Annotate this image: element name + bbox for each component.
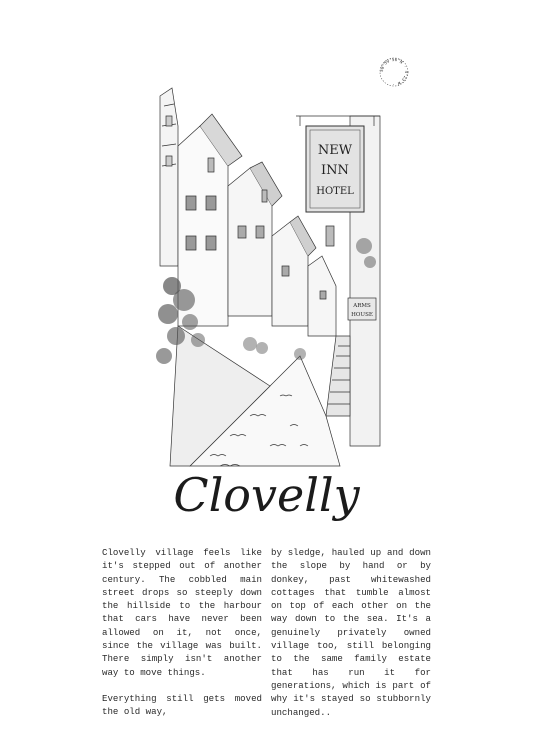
small-sign-line2: HOUSE: [351, 312, 373, 318]
small-sign-line1: ARMS: [353, 303, 371, 309]
page-title: Clovelly: [173, 468, 360, 522]
coordinate-stamp: [378, 56, 410, 88]
sign-line-hotel: HOTEL: [316, 186, 354, 197]
sign-line-new: NEW: [317, 143, 353, 158]
sign-line-inn: INN: [321, 163, 349, 178]
column1-paragraph1: Clovelly village feels like it's stepped out of another century. The cobbled main street drops so steeply down the hillside to the harbour that cars have never been allowed on it, not once, since the village was built. There simply isn't another way to move things.: [102, 547, 262, 678]
svg-text:50°59'56"N · 4°23'W ·: [379, 57, 409, 87]
arms-house-sign: [348, 298, 376, 320]
new-inn-hotel-sign: [306, 126, 364, 212]
text-column-right: [271, 546, 431, 732]
column2-paragraph1: by sledge, hauled up and down the slope by hand or by donkey, past whitewashed cottages that tumble almost on top of each other on the way down to the sea. It's a genuinely privately owned village too, still belonging to the same family estate that has run it for generations, which is part of why it's stayed so stubbornly unchanged..: [271, 547, 431, 718]
text-column-left: [102, 546, 262, 732]
stamp-text: 50°59'56"N · 4°23'W ·: [378, 56, 410, 88]
column1-paragraph2: Everything still gets moved the old way,: [102, 692, 262, 718]
street-illustration: [150, 86, 388, 472]
